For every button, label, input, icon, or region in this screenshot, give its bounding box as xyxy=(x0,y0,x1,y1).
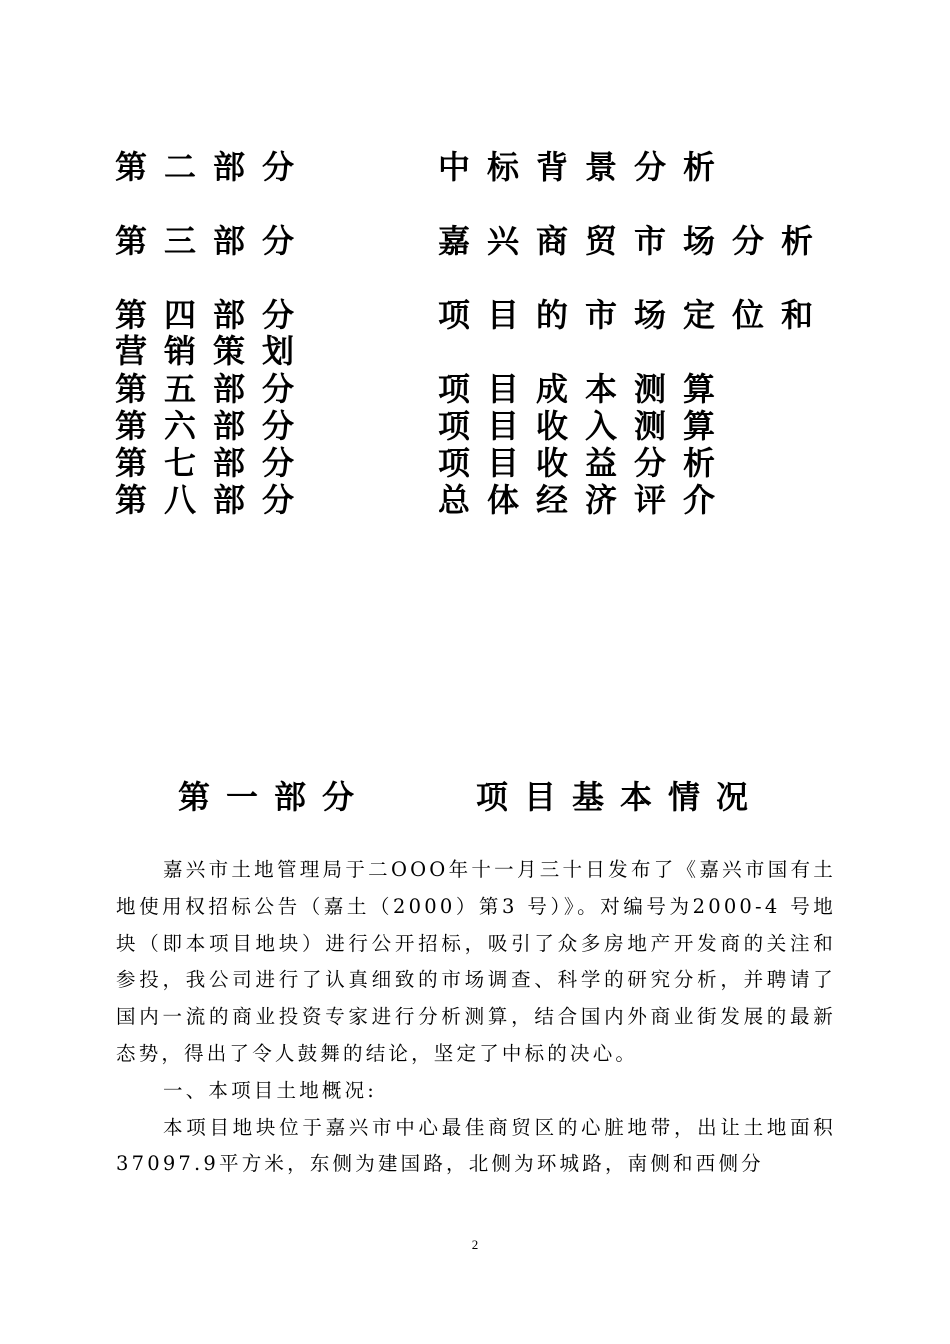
toc-row xyxy=(115,443,855,483)
toc-row xyxy=(115,147,855,187)
toc-part-number: 第六部分 xyxy=(115,407,312,445)
toc-part-title: 总体经济评介 xyxy=(438,481,733,519)
toc-part-number: 第二部分 xyxy=(115,148,312,186)
toc-row xyxy=(115,369,855,409)
toc-part-number: 第三部分 xyxy=(115,222,312,260)
page-number: 2 xyxy=(471,1237,479,1252)
toc-part-title: 项目收入测算 xyxy=(438,407,733,445)
section-number: 第一部分 xyxy=(178,778,371,816)
toc-row xyxy=(115,221,855,261)
toc-part-title: 项目的市场定位和 xyxy=(438,296,831,334)
toc-part-title: 嘉兴商贸市场分析 xyxy=(438,222,831,260)
toc-part-number: 第五部分 xyxy=(115,370,312,408)
body-text xyxy=(116,852,836,1183)
toc-row xyxy=(115,295,855,335)
section-title: 项目基本情况 xyxy=(476,778,765,816)
toc-part-title: 中标背景分析 xyxy=(438,148,733,186)
section-heading xyxy=(0,773,950,821)
toc-row xyxy=(115,480,855,520)
toc-part-number: 第七部分 xyxy=(115,444,312,482)
toc-row xyxy=(115,406,855,446)
toc-part-title: 项目收益分析 xyxy=(438,444,733,482)
toc-part-title: 项目成本测算 xyxy=(438,370,733,408)
toc-part-number: 第四部分 xyxy=(115,296,312,334)
paragraph: 嘉兴市土地管理局于二OOO年十一月三十日发布了《嘉兴市国有土地使用权招标公告（嘉土（2000）第3 号）》。对编号为2000-4 号地块（即本项目地块）进行公开招标，吸引了众多房地产开发商的关注和参投，我公司进行了认真细致的市场调查、科学的研究分析，并聘请了国内一流的商业投资专家进行分析测算，结合国内外商业街发展的最新态势，得出了令人鼓舞的结论，坚定了中标的决心。 xyxy=(116,858,836,1065)
paragraph: 一、本项目土地概况: xyxy=(163,1078,378,1102)
toc-part-number: 第八部分 xyxy=(115,481,312,519)
toc-wrapped-title: 营销策划 xyxy=(115,332,312,370)
paragraph: 本项目地块位于嘉兴市中心最佳商贸区的心脏地带，出让土地面积37097.9平方米，东侧为建国路，北侧为环城路，南侧和西侧分 xyxy=(116,1115,836,1176)
